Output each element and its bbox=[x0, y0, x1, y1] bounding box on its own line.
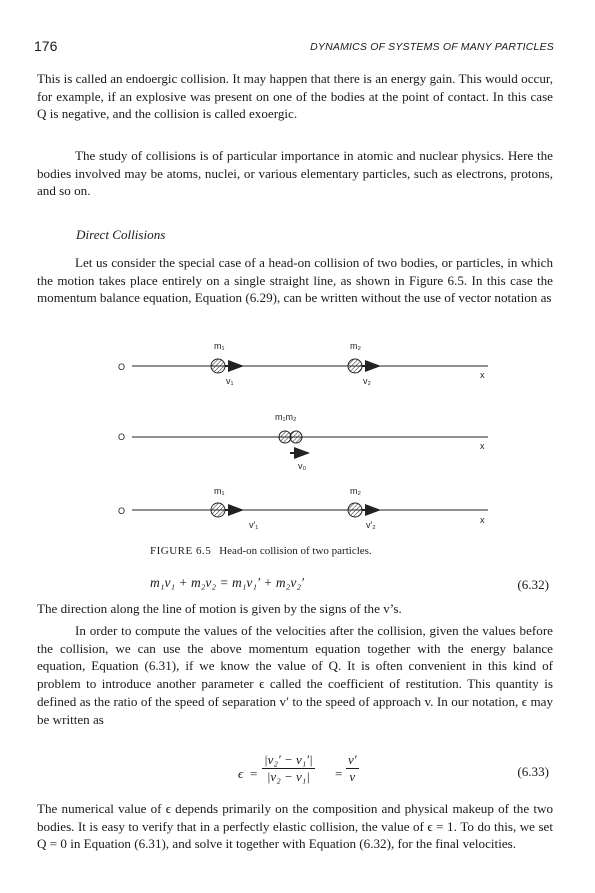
combined-mass-label: m₁m₂ bbox=[275, 412, 297, 422]
figure-head-on-collision bbox=[118, 336, 506, 536]
equals-sign: = bbox=[335, 766, 343, 781]
mass1-label: m₁ bbox=[214, 486, 225, 496]
particle-2 bbox=[348, 359, 362, 373]
figure-number: FIGURE 6.5 bbox=[150, 545, 212, 557]
particle-2 bbox=[348, 503, 362, 517]
particle-1 bbox=[279, 431, 291, 443]
particle-1 bbox=[211, 359, 225, 373]
axis-label: x bbox=[480, 441, 485, 451]
page-number: 176 bbox=[34, 38, 58, 54]
paragraph-collision-study: The study of collisions is of particular importance in atomic and nuclear physics. Here the bodies involved may be atoms, nuclei, or various elementary particles, such as electrons, protons, and so on. bbox=[37, 148, 553, 199]
vel1-label: v₁ bbox=[226, 376, 234, 386]
mass1-label: m₁ bbox=[214, 341, 225, 351]
particle-1 bbox=[211, 503, 225, 517]
diagram-row-before bbox=[118, 341, 488, 386]
figure-caption-text: Head-on collision of two particles. bbox=[219, 545, 372, 557]
vel1-label: v′₁ bbox=[249, 520, 259, 530]
fraction-velocities bbox=[262, 752, 315, 785]
diagram-row-after bbox=[118, 486, 488, 530]
fraction-denominator: |v₂ − v₁| bbox=[266, 769, 310, 784]
fraction-numerator: |v₂′ − v₁′| bbox=[264, 752, 313, 767]
fraction-denominator: v bbox=[349, 769, 356, 784]
origin-label: O bbox=[118, 506, 126, 516]
fraction-speeds bbox=[346, 752, 359, 785]
equation-6-32: m₁v₁ + m₂v₂ = m₁v₁′ + m₂v₂′ bbox=[150, 575, 304, 590]
origin-label: O bbox=[118, 432, 126, 442]
paragraph-direction: The direction along the line of motion is given by the signs of the v’s. bbox=[37, 601, 402, 616]
fraction-numerator: v′ bbox=[348, 752, 357, 767]
diagram-row-collision bbox=[118, 412, 488, 471]
paragraph-elastic: The numerical value of ϵ depends primarily on the composition and physical makeup of the two bodies. It is easy to verify that in a perfectly elastic collision, the value of ϵ = 1. To do this, we set Q = 0 in Equation (6.31), and solve it together with Equation (6.32), for the final velocities. bbox=[37, 801, 553, 852]
vel-common-label: v₀ bbox=[298, 461, 307, 471]
collision-diagram bbox=[118, 336, 506, 536]
equation-number-6-33: (6.33) bbox=[517, 764, 549, 779]
equation-number-6-32: (6.32) bbox=[517, 577, 549, 592]
vel2-label: v′₂ bbox=[366, 520, 376, 530]
particle-2 bbox=[290, 431, 302, 443]
origin-label: O bbox=[118, 362, 126, 372]
paragraph-restitution: In order to compute the values of the velocities after the collision, given the values before the collision, we can use the above momentum equation together with the energy balance equation, Equation (6.31), if we know the value of Q. It is often convenient in this kind of problem to introduce another parameter ϵ called the coefficient of restitution. This quantity is defined as the ratio of the speed of separation v′ to the speed of approach v. In our notation, ϵ may be written as bbox=[37, 623, 553, 727]
paragraph-head-on: Let us consider the special case of a head-on collision of two bodies, or particles, in which the motion takes place entirely on a single straight line, as shown in Figure 6.5. In this case the momentum balance equation, Equation (6.29), can be written without the use of vector notation as bbox=[37, 255, 553, 306]
axis-label: x bbox=[480, 515, 485, 525]
epsilon-symbol: ϵ bbox=[238, 766, 244, 781]
section-heading: Direct Collisions bbox=[76, 227, 166, 242]
equals-sign: = bbox=[250, 766, 258, 781]
mass2-label: m₂ bbox=[350, 341, 361, 351]
paragraph-endoergic: This is called an endoergic collision. It may happen that there is an energy gain. This would occur, for example, if an explosive was present on one of the bodies at the point of contact. In this case Q is negative, and the collision is called exoergic. bbox=[37, 71, 553, 122]
running-head: DYNAMICS OF SYSTEMS OF MANY PARTICLES bbox=[310, 41, 554, 53]
figure-caption bbox=[150, 545, 372, 557]
equation-6-33 bbox=[238, 752, 388, 792]
axis-label: x bbox=[480, 370, 485, 380]
vel2-label: v₂ bbox=[363, 376, 371, 386]
mass2-label: m₂ bbox=[350, 486, 361, 496]
page-header bbox=[34, 38, 554, 56]
